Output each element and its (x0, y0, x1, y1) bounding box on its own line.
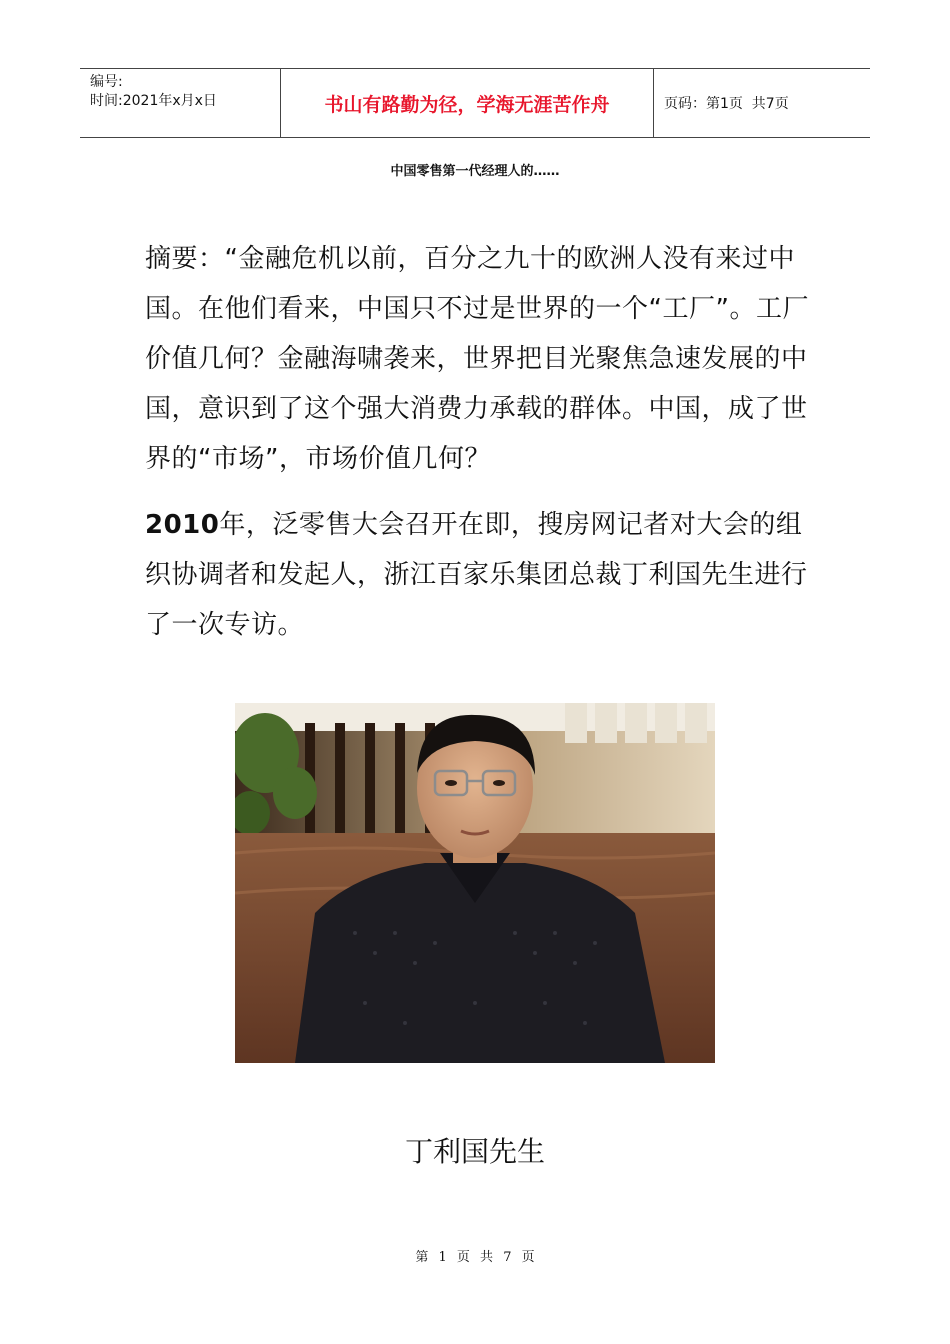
intro-paragraph (145, 500, 810, 650)
photo-caption: 丁利国先生 (404, 1135, 545, 1168)
portrait-photo (235, 703, 715, 1063)
header-motto-cell (281, 69, 654, 137)
page-info: 页码：第1页 共7页 (664, 96, 789, 112)
intro-text: 年，泛零售大会召开在即，搜房网记者对大会的组织协调者和发起人，浙江百家乐集团总裁丁利国先生进行了一次专访。 (145, 510, 808, 640)
number-label: 编号: (90, 74, 123, 90)
header-meta-cell (80, 69, 281, 137)
abstract-paragraph: 摘要：“金融危机以前，百分之九十的欧洲人没有来过中国。在他们看来，中国只不过是世界的一个“工厂”。工厂价值几何？金融海啸袭来，世界把目光聚焦急速发展的中国，意识到了这个强大消费力承载的群体。中国，成了世界的“市场”，市场价值几何？ (145, 244, 809, 474)
document-title: 中国零售第一代经理人的…… (390, 164, 560, 179)
intro-year: 2010 (145, 510, 220, 540)
page-footer: 第 1 页 共 7 页 (415, 1250, 535, 1265)
time-label: 时间:2021年x月x日 (90, 93, 217, 109)
motto-text: 书山有路勤为径，学海无涯苦作舟 (324, 93, 610, 116)
header-table (80, 68, 870, 138)
header-page-cell (654, 69, 870, 137)
